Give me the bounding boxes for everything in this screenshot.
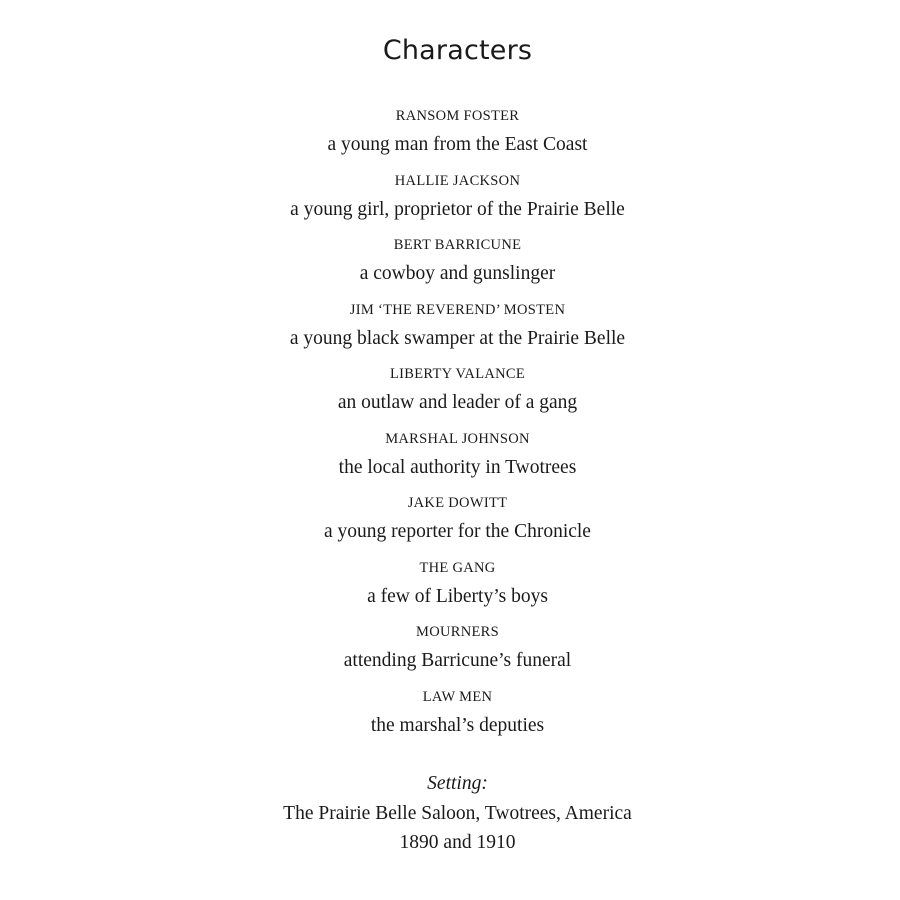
character-name: JIM ‘THE REVEREND’ MOSTEN <box>349 301 566 318</box>
character-description: a young girl, proprietor of the Prairie Belle <box>290 198 625 220</box>
cast-list <box>0 104 900 749</box>
setting-place: The Prairie Belle Saloon, Twotrees, America <box>283 802 632 824</box>
character-name: LIBERTY VALANCE <box>389 366 526 382</box>
setting-time: 1890 and 1910 <box>399 832 516 853</box>
character-name: MOURNERS <box>416 624 499 640</box>
page-title: Characters <box>382 35 533 66</box>
character-name: LAW MEN <box>422 688 493 705</box>
character-description: a young reporter for the Chronicle <box>324 521 591 542</box>
character-name: MARSHAL JOHNSON <box>385 430 530 447</box>
setting-label: Setting: <box>427 773 488 794</box>
character-description: the local authority in Twotrees <box>338 456 577 478</box>
character-description: attending Barricune’s funeral <box>343 650 572 671</box>
character-entry <box>0 169 900 234</box>
character-name: THE GANG <box>419 559 496 576</box>
character-description: a cowboy and gunslinger <box>359 263 556 284</box>
character-entry <box>0 620 900 685</box>
character-description: a few of Liberty’s boys <box>367 585 548 607</box>
character-entry <box>0 556 900 621</box>
character-description: an outlaw and leader of a gang <box>337 392 578 413</box>
setting-block <box>0 769 900 858</box>
character-description: a young black swamper at the Prairie Belle <box>289 327 626 349</box>
character-name: BERT BARRICUNE <box>393 237 522 253</box>
character-entry <box>0 491 900 556</box>
character-entry <box>0 298 900 363</box>
character-entry <box>0 233 900 298</box>
character-entry <box>0 104 900 169</box>
character-name: HALLIE JACKSON <box>394 172 521 189</box>
character-entry <box>0 685 900 750</box>
character-description: a young man from the East Coast <box>327 134 588 155</box>
character-name: RANSOM FOSTER <box>395 108 520 124</box>
character-name: JAKE DOWITT <box>407 495 508 511</box>
character-entry <box>0 362 900 427</box>
character-entry <box>0 427 900 492</box>
character-description: the marshal’s deputies <box>370 714 545 736</box>
